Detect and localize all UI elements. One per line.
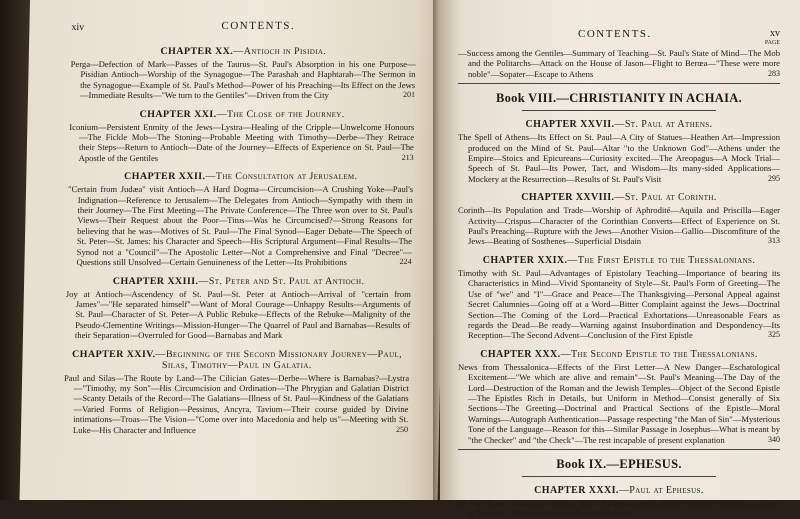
book-heading: Book IX.—EPHESUS. [556, 456, 682, 471]
left-running-header: CONTENTS. [221, 20, 296, 32]
chapter-entry [63, 349, 410, 435]
page-ref: 201 [402, 90, 416, 100]
page-ref: 250 [395, 424, 409, 434]
chapter-entry [458, 485, 780, 519]
page-ref: 224 [399, 257, 412, 267]
chapter-heading: CHAPTER XXIV.—Beginning of the Second Missionary Journey—Paul, Silas, Timothy—Paul in Galatia. [72, 348, 403, 371]
page-column-label: PAGE [764, 40, 780, 46]
chapter-summary: "Certain from Judæa" visit Antioch—A Hard Dogma—Circumcision—A Crushing Yoke—Paul's Indignation—Reference to Jerusalem—The Delegates from Antioch—Sympathy with them in their Journey—The First Meeting—The Private Conference—The Three won over to St. Paul's Views—Their Request about the Poor—Titus—Was he Circumcised?—Strong Reasons for believing that he was—Motives of St. Paul—The Final Synod—Eager Debate—The Speech of St. Peter—St. James: his Character and Speech—His Scriptural Argument—Final Results—The Synod not a "Council"—The Apostolic Letter—Not a Comprehensive and Final "Decree"—Questions still Unsolved—Certain Genuineness of the Letter—Its Prohibitions 224 [67, 184, 414, 268]
divider [458, 83, 780, 84]
chapter-summary: Timothy with St. Paul—Advantages of Epistolary Teaching—Importance of bearing its Characteristics in Mind—Vivid Spontaneity of Style—St. Paul's Form of Greeting—The Use of "we" and "I"—Grace and Peace—The Thanksgiving—Personal Appeal against Secret Calumnies—Going off at a Word—Bitter Complaint against the Jews—Doctrinal Section—The Coming of the Lord—Practical Exhortations—Unreasonable Fears as regards the Dead—Be ready—Warning against Insubordination and Despondency—Its Reception—The Second Advent—Conclusion of the First Epistle 325 [458, 267, 780, 341]
chapter-heading: CHAPTER XX.—Antioch in Pisidia. [160, 46, 327, 57]
page-ref: 213 [401, 152, 414, 162]
chapter-heading: CHAPTER XXII.—The Consultation at Jerusalem. [123, 171, 358, 183]
chapter-summary: Joy at Antioch—Ascendency of St. Paul—St. Peter at Antioch—Arrival of "certain from James"—"He separated himself"—Want of Moral Courage—Unhappy Results—Arguments of St. Paul—Character of St. Peter—A Public Rebuke—Effects of the Rebuke—Malignity of the Pseudo-Clementine Writings—Mission-Hunger—The Quarrel of Paul and Barnabas—Results of their Separation—Overruled for Good—Barnabas and Mark [65, 288, 411, 341]
chapter-entry [66, 171, 413, 267]
chapter-summary: Corinth—Its Population and Trade—Worship of Aphrodité—Aquila and Priscilla—Eager Activity—Crispus—Character of the Corinthian Converts—Effect of Experience on St. Paul's Preaching—Rupture with the Jews—Another Vision—Gallio—Discomfiture of the Jews—Beating of Sosthenes—Superficial Disdain 313 [458, 205, 780, 247]
chapter-heading: CHAPTER XXVIII.—St. Paul at Corinth. [521, 192, 717, 204]
chapter-heading: CHAPTER XXIII.—St. Peter and St. Paul at Antioch. [112, 275, 365, 287]
book-heading: Book VIII.—CHRISTIANITY IN ACHAIA. [495, 91, 743, 106]
left-page-number: xiv [71, 22, 85, 33]
chapter-summary: Paul and Silas—The Route by Land—The Cilician Gates—Derbe—Where is Barnabas?—Lystra—"Timothy, my Son"—His Circumcision and Ordination—The Phrygian and Galatian District—Scanty Details of the Record—The Galatians—Illness of St. Paul—Kindness of the Galatians—Varied Forms of Religion—Pessinus, Ancyra, Tavium—Their course guided by Divine intimations—Troas—The Vision—"Come over into Macedonia and help us"—Meeting with St. Luke—His Character and Influence 250 [63, 372, 410, 435]
chapter-entry [70, 46, 416, 101]
chapter-summary: St. Paul leaves Corinth—Nazarite Vow—Ephesian Jews—Fourth Visit to Jerusalem—Illness at Antioch—Ephesian Journey through Galatia [458, 497, 780, 519]
divider [522, 476, 715, 477]
chapter-entry [65, 276, 411, 341]
right-page-number: xv [770, 28, 780, 39]
chapter-summary: The Spell of Athens—Its Effect on St. Paul—A City of Statues—Heathen Art—Impression produced on the Mind of St. Paul—Altar "to the Unknown God"—Athens under the Empire—Stoics and Epicureans—Curiosity excited—The Areopagus—A Mock Trial—Speech of St. Paul—Its Power, Tact, and Wisdom—Its many-sided Applications—Mockery at the Resurrection—Results of St. Paul's Visit 295 [458, 132, 780, 184]
continued-summary: —Success among the Gentiles—Summary of Teaching—St. Paul's State of Mind—The Mob and the Politarchs—Attack on the House of Jason—Flight to Berœa—"These were more noble"—Sopater—Escape to Athens 283 [458, 48, 780, 79]
divider [522, 110, 715, 111]
chapter-summary: News from Thessalonica—Effects of the First Letter—A New Danger—Eschatological Excitement—"We which are alive and remain"—St. Paul's Meaning—The Day of the Lord—Destruction of the Roman and the Jewish Temples—Object of the Second Epistle—The Epistles Rich in Details, but Uniform in Method—Consist generally of Six Sections—The Greeting—Doctrinal and Practical Sections of the Epistle—Moral Warnings—Autograph Authentication—Passage respecting "the Man of Sin"—Mysterious Tone of the Language—Reason for this—Similar Passage in Josephus—What is meant by "the Checker" and "the Check"—The rest incapable of present explanation 340 [458, 361, 780, 445]
chapter-heading: CHAPTER XXIX.—The First Epistle to the Thessalonians. [482, 254, 756, 266]
page-ref: 340 [768, 434, 780, 444]
chapter-entry [458, 255, 780, 341]
divider [458, 449, 780, 450]
chapter-heading: CHAPTER XXI.—The Close of the Journey. [139, 108, 345, 120]
chapter-summary: Iconium—Persistent Enmity of the Jews—Lystra—Healing of the Cripple—Unwelcome Honours—The Fickle Mob—The Stoning—Probable Meeting with Timothy—Derbe—They Retrace their Steps—Return to Antioch—Date of the Journey—Effects of Experience on St. Paul—The Apostle of the Gentiles 213 [69, 121, 415, 163]
page-ref: 295 [768, 173, 780, 183]
chapter-entry [69, 109, 415, 164]
chapter-entry [458, 119, 780, 184]
chapter-summary: Perga—Defection of Mark—Passes of the Taurus—St. Paul's Absorption in his one Purpose—Pisidian Antioch—Worship of the Synagogue—The Parashah and Haphtarah—The Sermon in the Synagogue—Example of St. Paul's Method—Power of his Preaching—Its Effect on the Jews—Immediate Results—"We turn to the Gentiles"—Driven from the City 201 [70, 59, 416, 101]
chapter-heading: CHAPTER XXXI.—Paul at Ephesus. [534, 484, 704, 496]
chapter-heading: CHAPTER XXVII.—St. Paul at Athens. [525, 119, 713, 131]
right-running-header: CONTENTS. [578, 28, 652, 40]
page-ref: 283 [768, 68, 780, 78]
right-page [440, 0, 800, 519]
page-ref: 325 [768, 330, 780, 340]
chapter-entry [458, 349, 780, 445]
chapter-entry [458, 192, 780, 247]
chapter-heading: CHAPTER XXX.—The Second Epistle to the Thessalonians. [480, 348, 758, 360]
page-ref: 313 [768, 236, 780, 246]
left-page [20, 0, 448, 500]
